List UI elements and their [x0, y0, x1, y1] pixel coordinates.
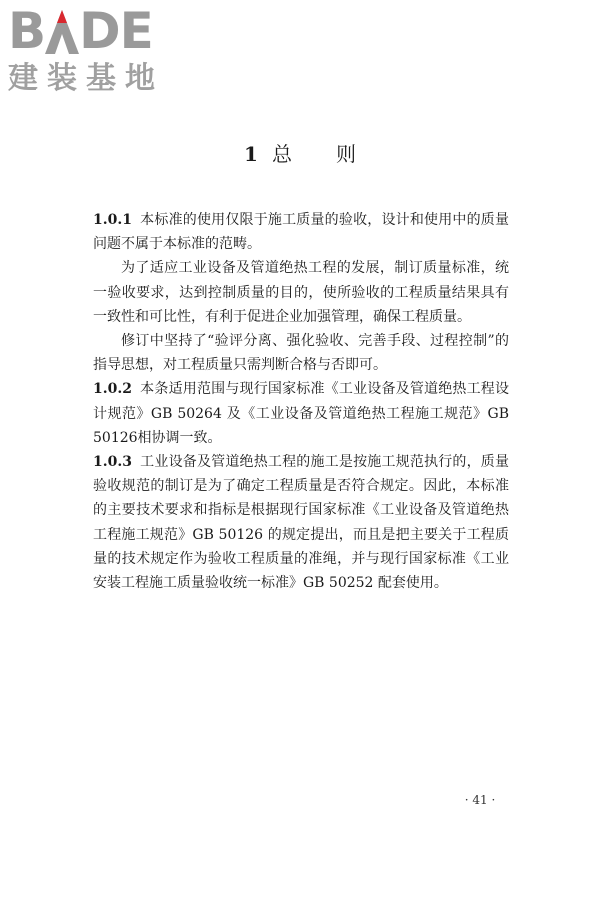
- clause-text: 本标准的使用仅限于施工质量的验收，设计和使用中的质量问题不属于本标准的范畴。: [93, 212, 509, 253]
- logo-chinese-name: 建装基地: [8, 61, 164, 96]
- clause-number: 1.0.1: [93, 212, 132, 228]
- chapter-number: 1: [244, 142, 258, 166]
- logo-letter-a: [45, 4, 79, 58]
- logo-letter-d: D: [79, 2, 120, 60]
- clause-1-0-1-paragraph-1: [93, 208, 509, 256]
- logo-letter-b: B: [8, 2, 46, 60]
- clause-number: 1.0.3: [93, 454, 132, 471]
- clause-text: 工业设备及管道绝热工程的施工是按施工规范执行的，质量验收规范的制订是为了确定工程质量是否符合规定。因此，本标准的主要技术要求和指标是根据现行国家标准《工业设备及管道绝热工程施工规范》GB 50126 的规定提出，而且是把主要关于工程质量的技术规定作为验收工程质量的准绳，并与现行国家标准《工业安装工程施工质量验收统一标准》GB 50252 配套使用。: [93, 454, 509, 592]
- clause-1-0-1-paragraph-3: 修订中坚持了“验评分离、强化验收、完善手段、过程控制”的指导思想，对工程质量只需判断合格与否即可。: [93, 333, 509, 374]
- logo-wordmark: [8, 4, 153, 58]
- clause-number: 1.0.2: [93, 381, 132, 398]
- logo-a-mark-icon: [45, 10, 79, 54]
- explanation-body: [93, 208, 509, 595]
- chapter-title: [0, 140, 600, 168]
- clause-1-0-1-paragraph-2: 为了适应工业设备及管道绝热工程的发展，制订质量标准，统一验收要求，达到控制质量的目的，使所验收的工程质量结果具有一致性和可比性，有利于促进企业加强管理，确保工程质量。: [93, 260, 509, 325]
- clause-1-0-3-paragraph-1: [93, 450, 509, 595]
- chapter-title-text: 总则: [271, 142, 400, 166]
- bade-logo: [8, 4, 178, 104]
- clause-1-0-2-paragraph-1: [93, 377, 509, 450]
- clause-text: 本条适用范围与现行国家标准《工业设备及管道绝热工程设计规范》GB 50264 及《工业设备及管道绝热工程施工规范》GB 50126相协调一致。: [93, 381, 509, 446]
- page-number: · 41 ·: [464, 793, 496, 807]
- logo-letter-e: E: [119, 2, 153, 60]
